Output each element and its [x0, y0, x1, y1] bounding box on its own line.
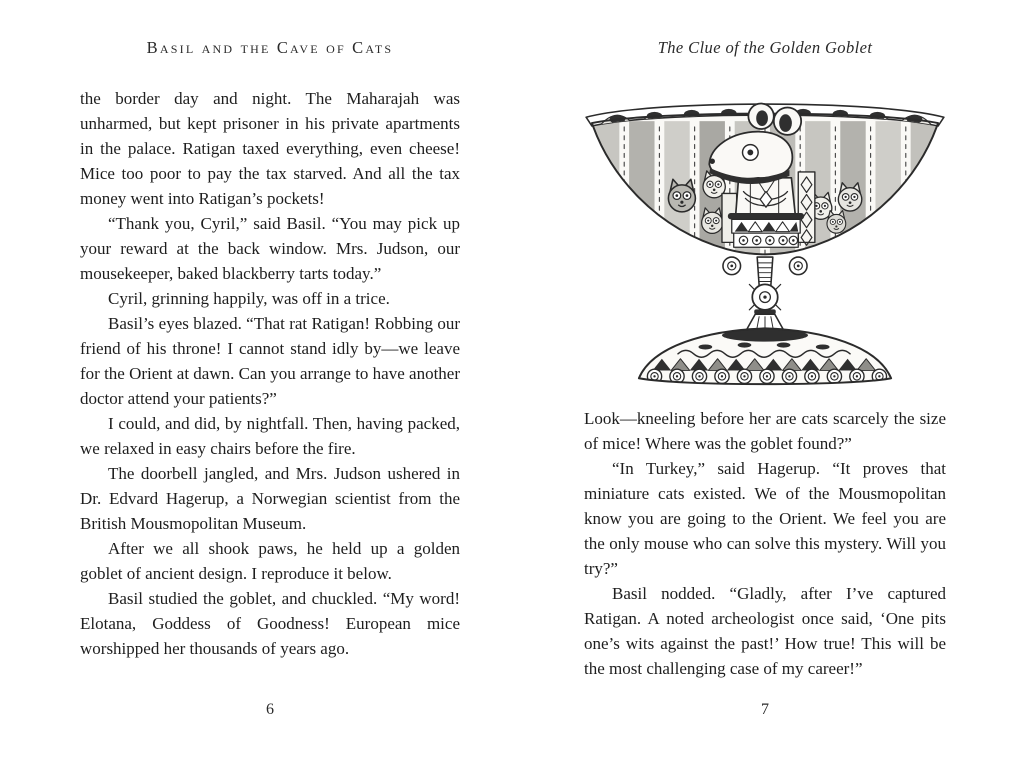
right-page [584, 38, 946, 681]
paragraph: “In Turkey,” said Hagerup. “It proves that miniature cats existed. We of the Mousmopolitan know you are going to the Orient. We feel you are the only mouse who can solve this mystery. Will you try?” [584, 459, 946, 578]
paragraph: The doorbell jangled, and Mrs. Judson ushered in Dr. Edvard Hagerup, a Norwegian scientist from the British Mousmopolitan Museum. [80, 464, 460, 533]
left-page-text [80, 86, 460, 661]
page-number-left: 6 [266, 701, 274, 718]
paragraph: Cyril, grinning happily, was off in a trice. [108, 289, 390, 308]
paragraph: After we all shook paws, he held up a golden goblet of ancient design. I reproduce it below. [80, 539, 460, 583]
left-page [80, 38, 460, 661]
golden-goblet-illustration [584, 84, 946, 390]
paragraph: Basil’s eyes blazed. “That rat Ratigan! Robbing our friend of his throne! I cannot stand idly by—we leave for the Orient at dawn. Can you arrange to have another doctor attend your patients?” [80, 314, 460, 408]
paragraph: I could, and did, by nightfall. Then, having packed, we relaxed in easy chairs before the fire. [80, 414, 460, 458]
running-head-right: The Clue of the Golden Goblet [657, 38, 873, 57]
paragraph: Basil studied the goblet, and chuckled. “My word! Elotana, Goddess of Goodness! European mice worshipped her thousands of years ago. [80, 589, 460, 658]
running-head-left: Basil and the Cave of Cats [146, 38, 394, 57]
paragraph: “Thank you, Cyril,” said Basil. “You may pick up your reward at the back window. Mrs. Judson, our mousekeeper, baked blackberry tarts today.” [80, 214, 460, 283]
paragraph: the border day and night. The Maharajah was unharmed, but kept prisoner in his private apartments in the palace. Ratigan taxed everything, even cheese! Mice too poor to pay the tax starved. And all the tax money went into Ratigan’s pockets! [80, 89, 460, 208]
paragraph: Look—kneeling before her are cats scarcely the size of mice! Where was the goblet found?” [584, 409, 946, 453]
right-page-text [584, 406, 946, 681]
paragraph: Basil nodded. “Gladly, after I’ve captured Ratigan. A noted archeologist once said, ‘One pits one’s wits against the past!’ How true! This will be the most challenging case of my career!” [584, 584, 946, 678]
page-number-right: 7 [761, 701, 769, 718]
illustration-frame [584, 84, 946, 390]
